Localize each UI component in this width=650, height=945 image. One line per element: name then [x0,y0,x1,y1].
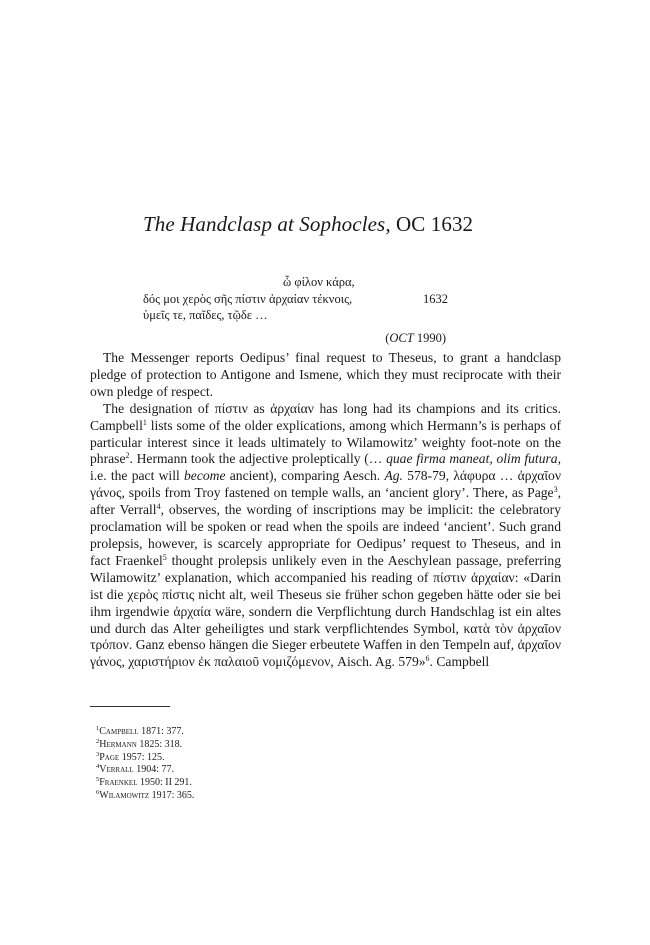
footnote-divider [90,706,170,707]
footnote-ref-3: 3 [553,485,558,495]
verse-line-3: ὑμεῖς τε, παῖδες, τῷδε … [143,308,268,322]
verse-line-2-text: δός μοι χερὸς σῆς πίστιν ἀρχαίαν τέκνοις, [143,291,353,306]
footnote: $^3$Page 1957: 125. [96,750,165,763]
title-work: OC [396,212,426,236]
title-prefix: The Handclasp at Sophocles, [143,212,397,236]
article-title [143,212,473,237]
footnote: $^1$Campbell 1871: 377. [96,725,184,737]
verse-quotation [143,274,448,346]
verse-line-number: 1632 [423,291,448,306]
footnote: $^4$Verrall 1904: 77. [96,763,174,776]
article-body [90,350,561,671]
footnote-ref-2: 2 [125,451,130,461]
footnote-ref-5: 5 [162,552,167,562]
paragraph-1: The Messenger reports Oedipus’ final request to Theseus, to grant a handclasp pledge of protection to Antigone and Ismene, which they must reciprocate with their own pledge of respect. [90,350,561,399]
footnote-ref-1: 1 [142,417,147,427]
footnote: $^2$Hermann 1825: 318. [96,737,183,750]
footnote-ref-6: 6 [425,654,430,664]
source-year: 1990) [413,330,446,345]
footnote-ref-4: 4 [156,502,161,512]
footnote: $^6$Wilamowitz 1917: 365. [96,788,195,801]
source-edition: OCT [389,330,414,345]
paragraph-2: The designation of πίστιν as ἀρχαίαν has long had its champions and its critics. Campbell$^1$ lists some of the older explications, among which Hermann’s is perhaps of particular interest since it leads ultimately to Wilamowitz’ weighty foot-note on the phrase$^2$. Hermann took the adjective proleptically (… quae firma maneat, olim futura, i.e. the pact will become ancient), comparing Aesch. Ag. 578-79, λάφυρα … ἀρχαῖον γάνος, spoils from Troy fastened on temple walls, an ‘ancient glory’. There, as Page$^3$, after Verrall$^4$, observes, the wording of inscriptions may be implicit: the celebratory proclamation will be spoken or read when the spoils are indeed ‘ancient’. Such grand prolepsis, however, is scarcely appropriate for Oedipus’ request to Theseus, and in fact Fraenkel$^5$ thought prolepsis unlikely even in the Aeschylean passage, preferring Wilamowitz’ explanation, which accompanied his reading of πίστιν ἀρχαίαν: «Darin ist die χερὸς πίστις nicht alt, weil Theseus sie früher schon gegeben hätte oder sie bei ihm irgendwie ἀρχαία wäre, sondern die Verpflichtung durch Handschlag ist ein altes und durch das Alter geheiligtes und stark verpflichtendes Symbol, κατὰ τὸν ἀρχαῖον τρόπον. Ganz ebenso hängen die Sieger erbeutete Waffen in den Tempeln auf, ἀρχαῖον γάνος, χαριστήριον ἐκ παλαιοῦ νομιζόμενον, Aisch. Ag. 579»$^6$. Campbell [90,400,562,670]
footnote: $^5$Fraenkel 1950: II 291. [96,776,192,789]
verse-source: (OCT 1990) [385,330,446,345]
verse-line-2 [143,291,448,308]
verse-line-1: ὦ φίλον κάρα, [283,275,355,289]
title-line: 1632 [425,212,474,236]
footnotes [96,726,194,803]
